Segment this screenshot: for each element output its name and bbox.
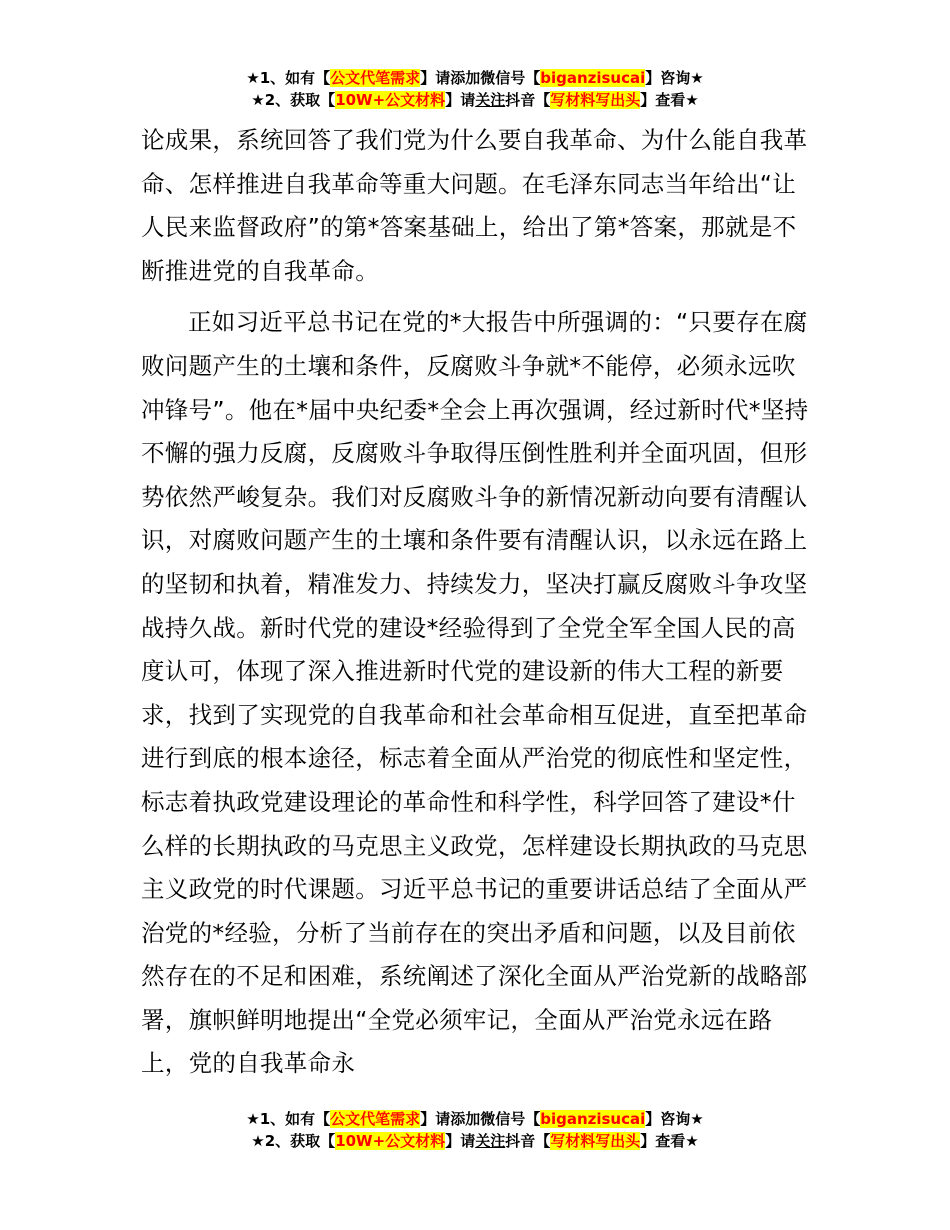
banner-text: ★2、获取【 (251, 1132, 336, 1150)
banner-text: 抖音【 (505, 1132, 551, 1150)
highlight-ghostwriting: 公文代笔需求 (330, 69, 421, 87)
banner-text: ★2、获取【 (251, 91, 336, 109)
banner-line-2 (0, 1130, 950, 1152)
highlight-ghostwriting: 公文代笔需求 (330, 1110, 421, 1128)
banner-text: 】查看★ (640, 91, 699, 109)
banner-text: 抖音【 (505, 91, 551, 109)
banner-line-1 (0, 67, 950, 89)
document-body (141, 119, 813, 1086)
banner-line-2 (0, 89, 950, 111)
banner-text: 】请 (445, 1132, 476, 1150)
banner-text: 】咨询★ (645, 69, 704, 87)
footer-banner (0, 1108, 950, 1152)
banner-text: 】请添加微信号【 (420, 69, 541, 87)
banner-text: ★1、如有【 (246, 1110, 331, 1128)
banner-text: 】请 (445, 91, 476, 109)
highlight-materials: 10W+公文材料 (335, 91, 446, 109)
paragraph-2: 正如习近平总书记在党的*大报告中所强调的：“只要存在腐败问题产生的土壤和条件，反腐败斗争就*不能停，必须永远吹冲锋号”。他在*届中央纪委*全会上再次强调，经过新时代*坚持不懈的强力反腐，反腐败斗争取得压倒性胜利并全面巩固，但形势依然严峻复杂。我们对反腐败斗争的新情况新动向要有清醒认识，对腐败问题产生的土壤和条件要有清醒认识，以永远在路上的坚韧和执着，精准发力、持续发力，坚决打赢反腐败斗争攻坚战持久战。新时代党的建设*经验得到了全党全军全国人民的高度认可，体现了深入推进新时代党的建设新的伟大工程的新要求，找到了实现党的自我革命和社会革命相互促进，直至把革命进行到底的根本途径，标志着全面从严治党的彻底性和坚定性，标志着执政党建设理论的革命性和科学性，科学回答了建设*什么样的长期执政的马克思主义政党，怎样建设长期执政的马克思主义政党的时代课题。习近平总书记的重要讲话总结了全面从严治党的*经验，分析了当前存在的突出矛盾和问题，以及目前依然存在的不足和困难，系统阐述了深化全面从严治党新的战略部署，旗帜鲜明地提出“全党必须牢记，全面从严治党永远在路上，党的自我革命永 (141, 308, 809, 1078)
banner-text: 】查看★ (640, 1132, 699, 1150)
highlight-douyin: 写材料写出头 (550, 91, 641, 109)
underlined-follow: 关注 (475, 1132, 506, 1150)
banner-text: 】咨询★ (645, 1110, 704, 1128)
highlight-materials: 10W+公文材料 (335, 1132, 446, 1150)
highlight-wechat-id: biganzisucai (540, 1110, 646, 1128)
underlined-follow: 关注 (475, 91, 506, 109)
highlight-douyin: 写材料写出头 (550, 1132, 641, 1150)
banner-text: ★1、如有【 (246, 69, 331, 87)
banner-line-1 (0, 1108, 950, 1130)
header-banner (0, 67, 950, 111)
highlight-wechat-id: biganzisucai (540, 69, 646, 87)
banner-text: 】请添加微信号【 (420, 1110, 541, 1128)
paragraph-1: 论成果，系统回答了我们党为什么要自我革命、为什么能自我革命、怎样推进自我革命等重大问题。在毛泽东同志当年给出“让人民来监督政府”的第*答案基础上，给出了第*答案，那就是不断推进党的自我革命。 (141, 126, 808, 285)
